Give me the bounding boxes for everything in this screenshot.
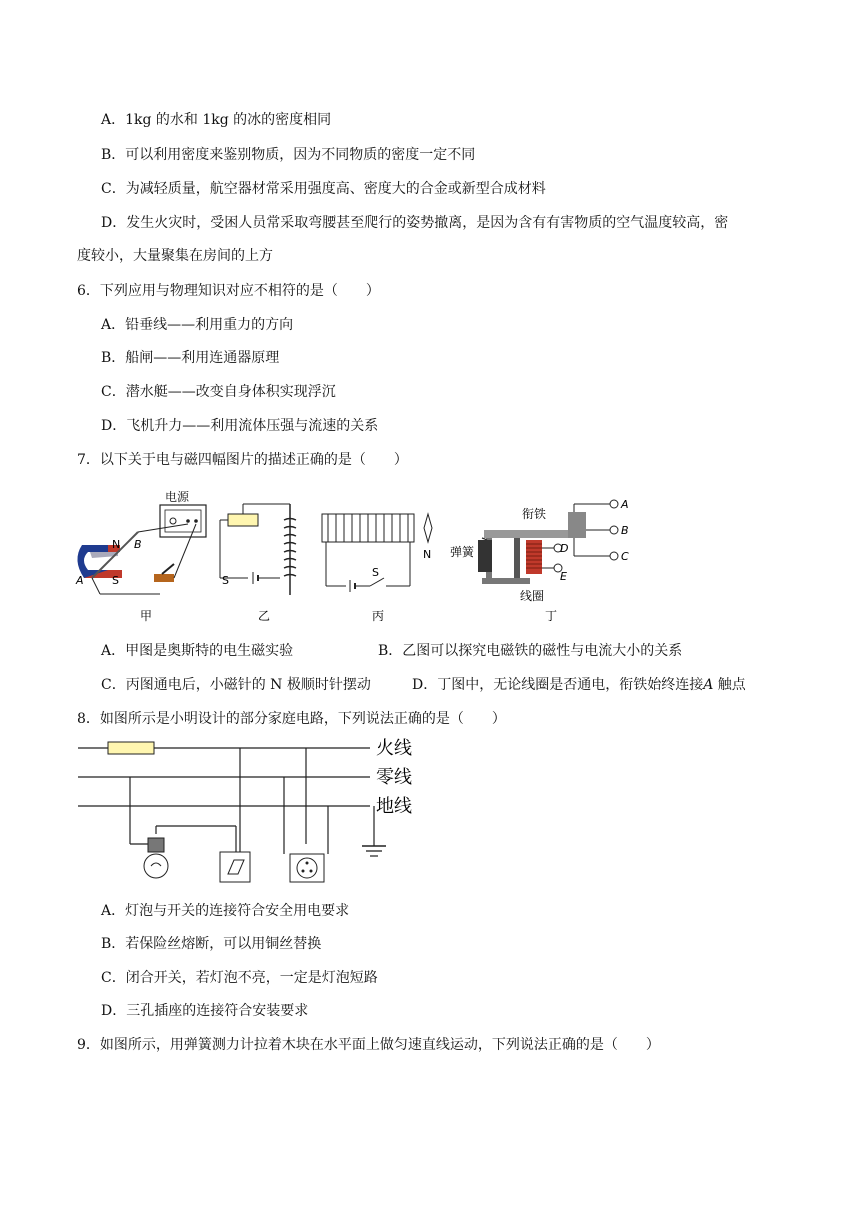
fig-yi: [220, 504, 296, 623]
fig-bing: [322, 514, 432, 623]
q9-stem: 9．如图所示，用弹簧测力计拉着木块在水平面上做匀速直线运动，下列说法正确的是（ ）: [77, 1037, 660, 1053]
magnet-n-label: N: [112, 538, 121, 551]
q8-circuit-figure: [78, 734, 428, 894]
q5-option-b: B．可以利用密度来鉴别物质，因为不同物质的密度一定不同: [101, 147, 476, 163]
q7-option-d-contact: A: [703, 677, 714, 693]
terminal-c-label: C: [621, 550, 629, 563]
terminal-e-label: E: [560, 570, 567, 583]
q8-stem: 8．如图所示是小明设计的部分家庭电路，下列说法正确的是（ ）: [77, 711, 506, 727]
q8-option-a: A．灯泡与开关的连接符合安全用电要求: [101, 903, 350, 919]
q7-option-a: A．甲图是奥斯特的电生磁实验: [101, 643, 294, 659]
compass-n-label: N: [423, 548, 432, 561]
q7-stem: 7．以下关于电与磁四幅图片的描述正确的是（ ）: [77, 452, 408, 468]
q5-option-c: C．为减轻质量，航空器材常采用强度高、密度大的合金或新型合成材料: [101, 181, 546, 197]
terminal-b-label: B: [621, 524, 629, 537]
caption-ding: 丁: [545, 609, 558, 623]
q5-option-a: A．1kg 的水和 1kg 的冰的密度相同: [101, 112, 332, 128]
q6-option-d: D．飞机升力——利用流体压强与流速的关系: [101, 418, 379, 434]
q6-stem: 6．下列应用与物理知识对应不相符的是（ ）: [77, 283, 380, 299]
point-b-label: B: [134, 538, 142, 551]
magnet-s-label: S: [112, 574, 119, 587]
neutral-wire-label: 零线: [376, 767, 412, 788]
fig-ding: [450, 498, 629, 623]
spring-label: 弹簧: [450, 545, 475, 559]
q8-option-d: D．三孔插座的连接符合安装要求: [101, 1003, 309, 1019]
q6-option-a: A．铅垂线——利用重力的方向: [101, 317, 294, 333]
terminal-a-label: A: [621, 498, 629, 511]
caption-jia: 甲: [140, 609, 153, 623]
q7-option-b: B．乙图可以探究电磁铁的磁性与电流大小的关系: [378, 643, 683, 659]
q7-option-c: C．丙图通电后，小磁针的 N 极顺时针摆动: [101, 677, 371, 693]
q7-option-d-text: D．丁图中，无论线圈是否通电，衔铁始终连接: [412, 677, 704, 693]
q6-option-c: C．潜水艇——改变自身体积实现浮沉: [101, 384, 336, 400]
fig-jia: [75, 490, 206, 623]
q8-option-c: C．闭合开关，若灯泡不亮，一定是灯泡短路: [101, 970, 378, 986]
caption-bing: 丙: [372, 609, 385, 623]
switch-s-label: S: [222, 574, 229, 587]
live-wire-label: 火线: [376, 738, 412, 759]
q7-figure: [70, 490, 650, 628]
q6-option-b: B．船闸——利用连通器原理: [101, 350, 280, 366]
switch-s2-label: S: [372, 566, 379, 579]
q7-option-d-suffix: 触点: [713, 677, 746, 693]
q5-option-d: D．发生火灾时，受困人员常采取弯腰甚至爬行的姿势撤离，是因为含有有害物质的空气温度较高，密: [101, 215, 729, 231]
point-a-label: A: [76, 574, 84, 587]
armature-label: 衔铁: [522, 507, 547, 521]
q7-option-d: [412, 675, 746, 695]
ground-wire-label: 地线: [376, 796, 412, 817]
power-label: 电源: [165, 490, 190, 504]
q5-option-d-continued: 度较小，大量聚集在房间的上方: [77, 248, 273, 264]
q8-option-b: B．若保险丝熔断，可以用铜丝替换: [101, 936, 322, 952]
caption-yi: 乙: [258, 609, 271, 623]
terminal-d-label: D: [560, 542, 569, 555]
coil-label: 线圈: [520, 589, 545, 603]
